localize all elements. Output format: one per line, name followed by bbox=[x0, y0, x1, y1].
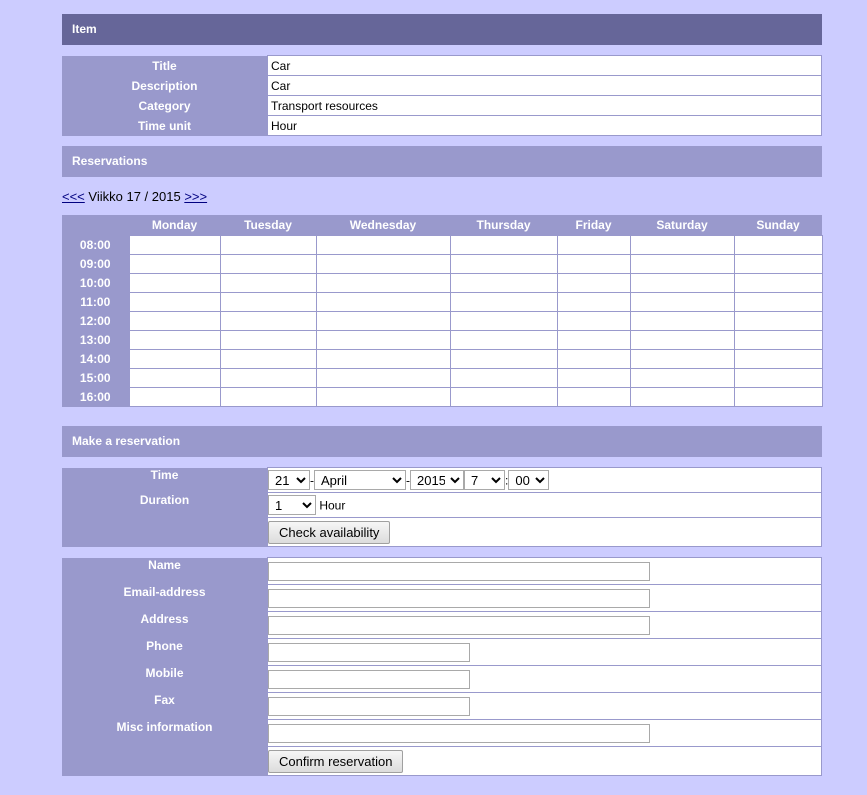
calendar-slot[interactable] bbox=[316, 350, 450, 369]
item-label: Category bbox=[62, 96, 268, 116]
email-row bbox=[62, 585, 822, 612]
hour-label: 14:00 bbox=[62, 350, 129, 369]
calendar-slot[interactable] bbox=[630, 312, 734, 331]
calendar-slot[interactable] bbox=[630, 331, 734, 350]
calendar-slot[interactable] bbox=[557, 388, 630, 407]
calendar-hour-row bbox=[62, 274, 822, 293]
misc-label: Misc information bbox=[62, 720, 268, 747]
calendar-hour-row bbox=[62, 369, 822, 388]
item-row-description bbox=[62, 76, 822, 96]
calendar-slot[interactable] bbox=[220, 236, 316, 255]
item-section-header bbox=[62, 14, 822, 45]
day-select[interactable] bbox=[268, 470, 310, 490]
hour-label: 11:00 bbox=[62, 293, 129, 312]
reservation-calendar bbox=[62, 215, 822, 407]
calendar-slot[interactable] bbox=[450, 255, 557, 274]
day-header: Sunday bbox=[734, 215, 822, 236]
calendar-slot[interactable] bbox=[630, 350, 734, 369]
calendar-header-row bbox=[62, 215, 822, 236]
calendar-slot[interactable] bbox=[734, 274, 822, 293]
calendar-slot[interactable] bbox=[734, 388, 822, 407]
calendar-slot[interactable] bbox=[316, 331, 450, 350]
confirm-reservation-button[interactable]: Confirm reservation bbox=[268, 750, 403, 773]
item-value: Hour bbox=[268, 116, 822, 136]
time-row bbox=[62, 468, 822, 493]
calendar-hour-row bbox=[62, 350, 822, 369]
calendar-slot[interactable] bbox=[557, 274, 630, 293]
calendar-slot[interactable] bbox=[129, 312, 220, 331]
next-week-link[interactable]: >>> bbox=[184, 189, 208, 204]
calendar-slot[interactable] bbox=[129, 255, 220, 274]
hour-select[interactable] bbox=[464, 470, 505, 490]
calendar-slot[interactable] bbox=[316, 293, 450, 312]
calendar-slot[interactable] bbox=[450, 350, 557, 369]
mobile-row bbox=[62, 666, 822, 693]
date-separator: - bbox=[406, 473, 410, 488]
calendar-slot[interactable] bbox=[734, 350, 822, 369]
calendar-slot[interactable] bbox=[450, 331, 557, 350]
calendar-slot[interactable] bbox=[557, 236, 630, 255]
calendar-slot[interactable] bbox=[316, 274, 450, 293]
time-form bbox=[62, 467, 822, 547]
phone-row bbox=[62, 639, 822, 666]
check-row-label bbox=[62, 518, 268, 547]
check-cell bbox=[268, 518, 822, 547]
calendar-slot[interactable] bbox=[220, 274, 316, 293]
calendar-slot[interactable] bbox=[557, 331, 630, 350]
calendar-slot[interactable] bbox=[630, 388, 734, 407]
hour-label: 12:00 bbox=[62, 312, 129, 331]
calendar-slot[interactable] bbox=[220, 331, 316, 350]
mobile-cell bbox=[268, 666, 822, 693]
calendar-slot[interactable] bbox=[129, 274, 220, 293]
calendar-slot[interactable] bbox=[129, 388, 220, 407]
confirm-cell bbox=[268, 747, 822, 776]
date-separator: - bbox=[310, 473, 314, 488]
misc-row bbox=[62, 720, 822, 747]
calendar-slot[interactable] bbox=[557, 350, 630, 369]
duration-selector bbox=[268, 493, 822, 518]
item-info bbox=[62, 55, 822, 136]
prev-week-link[interactable]: <<< bbox=[62, 189, 85, 204]
check-row bbox=[62, 518, 822, 547]
phone-cell bbox=[268, 639, 822, 666]
contact-form-table bbox=[62, 557, 822, 776]
calendar-slot[interactable] bbox=[316, 388, 450, 407]
time-separator: : bbox=[505, 473, 509, 488]
calendar-slot[interactable] bbox=[734, 236, 822, 255]
calendar-hour-row bbox=[62, 388, 822, 407]
year-select[interactable] bbox=[410, 470, 464, 490]
fax-cell bbox=[268, 693, 822, 720]
calendar-slot[interactable] bbox=[630, 293, 734, 312]
day-header: Thursday bbox=[450, 215, 557, 236]
phone-label: Phone bbox=[62, 639, 268, 666]
address-row bbox=[62, 612, 822, 639]
calendar-hour-row bbox=[62, 236, 822, 255]
calendar-slot[interactable] bbox=[450, 293, 557, 312]
fax-row bbox=[62, 693, 822, 720]
item-label: Description bbox=[62, 76, 268, 96]
item-value: Car bbox=[268, 56, 822, 76]
duration-row bbox=[62, 493, 822, 518]
item-value: Car bbox=[268, 76, 822, 96]
calendar-slot[interactable] bbox=[734, 293, 822, 312]
contact-form bbox=[62, 557, 822, 776]
fax-label: Fax bbox=[62, 693, 268, 720]
calendar-slot[interactable] bbox=[220, 255, 316, 274]
calendar-slot[interactable] bbox=[630, 274, 734, 293]
calendar-slot[interactable] bbox=[129, 236, 220, 255]
name-input[interactable] bbox=[268, 562, 650, 581]
email-label: Email-address bbox=[62, 585, 268, 612]
calendar-table bbox=[62, 215, 823, 407]
calendar-slot[interactable] bbox=[734, 312, 822, 331]
calendar-slot[interactable] bbox=[220, 293, 316, 312]
calendar-slot[interactable] bbox=[129, 293, 220, 312]
day-header: Friday bbox=[557, 215, 630, 236]
mobile-label: Mobile bbox=[62, 666, 268, 693]
minute-select[interactable] bbox=[508, 470, 549, 490]
item-label: Time unit bbox=[62, 116, 268, 136]
mobile-input[interactable] bbox=[268, 670, 470, 689]
calendar-hour-row bbox=[62, 255, 822, 274]
calendar-slot[interactable] bbox=[450, 274, 557, 293]
calendar-slot[interactable] bbox=[220, 350, 316, 369]
name-row bbox=[62, 558, 822, 585]
hour-label: 15:00 bbox=[62, 369, 129, 388]
hour-label: 13:00 bbox=[62, 331, 129, 350]
calendar-hour-row bbox=[62, 331, 822, 350]
calendar-slot[interactable] bbox=[129, 350, 220, 369]
calendar-slot[interactable] bbox=[630, 255, 734, 274]
calendar-slot[interactable] bbox=[734, 331, 822, 350]
email-input[interactable] bbox=[268, 589, 650, 608]
misc-cell bbox=[268, 720, 822, 747]
calendar-slot[interactable] bbox=[734, 369, 822, 388]
calendar-slot[interactable] bbox=[557, 293, 630, 312]
week-label: Viikko 17 / 2015 bbox=[88, 189, 181, 204]
item-row-title bbox=[62, 56, 822, 76]
calendar-corner bbox=[62, 215, 129, 236]
month-select[interactable] bbox=[314, 470, 406, 490]
calendar-slot[interactable] bbox=[557, 312, 630, 331]
duration-select[interactable] bbox=[268, 495, 316, 515]
day-header: Wednesday bbox=[316, 215, 450, 236]
duration-unit: Hour bbox=[319, 498, 346, 513]
calendar-hour-row bbox=[62, 312, 822, 331]
fax-input[interactable] bbox=[268, 697, 470, 716]
calendar-slot[interactable] bbox=[129, 369, 220, 388]
week-navigation bbox=[62, 189, 822, 204]
time-selectors bbox=[268, 468, 822, 493]
duration-label: Duration bbox=[62, 493, 268, 518]
calendar-slot[interactable] bbox=[557, 255, 630, 274]
calendar-slot[interactable] bbox=[450, 236, 557, 255]
hour-label: 09:00 bbox=[62, 255, 129, 274]
calendar-slot[interactable] bbox=[557, 369, 630, 388]
name-cell bbox=[268, 558, 822, 585]
calendar-slot[interactable] bbox=[220, 312, 316, 331]
calendar-slot[interactable] bbox=[220, 369, 316, 388]
reservations-section-title: Reservations bbox=[72, 154, 148, 168]
email-cell bbox=[268, 585, 822, 612]
calendar-slot[interactable] bbox=[316, 255, 450, 274]
item-section-title: Item bbox=[72, 22, 97, 36]
calendar-slot[interactable] bbox=[450, 312, 557, 331]
calendar-slot[interactable] bbox=[220, 388, 316, 407]
calendar-hour-row bbox=[62, 293, 822, 312]
reservations-section-header bbox=[62, 146, 822, 177]
make-reservation-section-header bbox=[62, 426, 822, 457]
item-label: Title bbox=[62, 56, 268, 76]
phone-input[interactable] bbox=[268, 643, 470, 662]
misc-input[interactable] bbox=[268, 724, 650, 743]
calendar-slot[interactable] bbox=[734, 255, 822, 274]
time-label: Time bbox=[62, 468, 268, 493]
confirm-row-label bbox=[62, 747, 268, 776]
address-label: Address bbox=[62, 612, 268, 639]
check-availability-button[interactable]: Check availability bbox=[268, 521, 390, 544]
calendar-slot[interactable] bbox=[129, 331, 220, 350]
item-row-time-unit bbox=[62, 116, 822, 136]
calendar-slot[interactable] bbox=[316, 312, 450, 331]
name-label: Name bbox=[62, 558, 268, 585]
item-row-category bbox=[62, 96, 822, 116]
calendar-slot[interactable] bbox=[450, 369, 557, 388]
calendar-slot[interactable] bbox=[450, 388, 557, 407]
item-info-table bbox=[62, 55, 822, 136]
calendar-slot[interactable] bbox=[630, 369, 734, 388]
calendar-slot[interactable] bbox=[316, 369, 450, 388]
item-value: Transport resources bbox=[268, 96, 822, 116]
hour-label: 10:00 bbox=[62, 274, 129, 293]
hour-label: 16:00 bbox=[62, 388, 129, 407]
address-input[interactable] bbox=[268, 616, 650, 635]
make-reservation-section-title: Make a reservation bbox=[72, 434, 181, 448]
time-form-table bbox=[62, 467, 822, 547]
calendar-slot[interactable] bbox=[316, 236, 450, 255]
hour-label: 08:00 bbox=[62, 236, 129, 255]
day-header: Saturday bbox=[630, 215, 734, 236]
day-header: Monday bbox=[129, 215, 220, 236]
calendar-slot[interactable] bbox=[630, 236, 734, 255]
day-header: Tuesday bbox=[220, 215, 316, 236]
address-cell bbox=[268, 612, 822, 639]
confirm-row bbox=[62, 747, 822, 776]
